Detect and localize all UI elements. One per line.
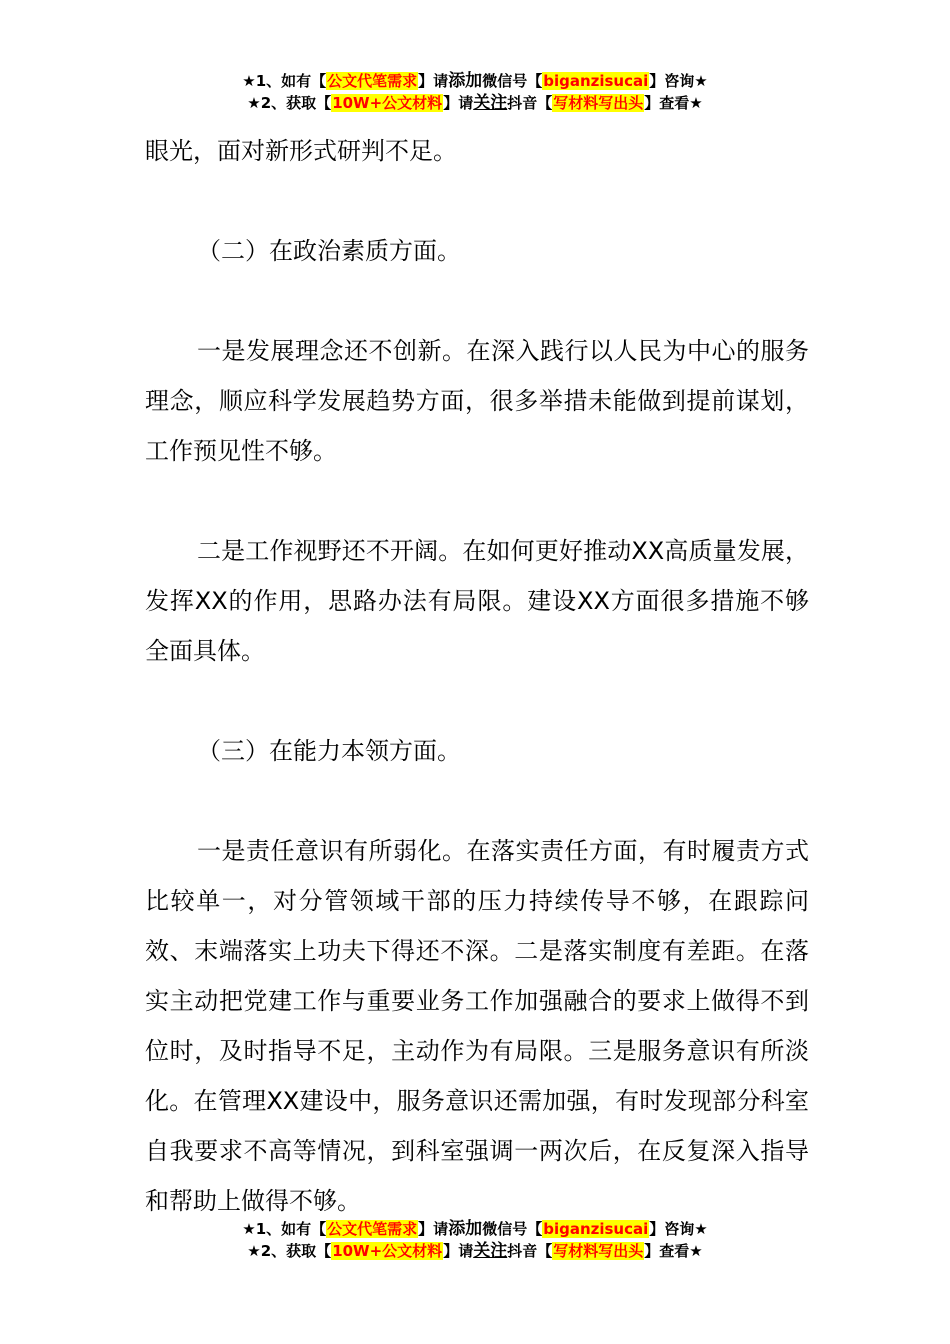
promo-text: 】请 (418, 1220, 449, 1238)
promo-text: ★1、如有【 (242, 72, 327, 90)
promo-highlight: 10W+公文材料 (332, 94, 443, 112)
promo-highlight: 写材料写出头 (553, 94, 644, 112)
promo-line-1 (0, 70, 950, 92)
paragraph-continued: 眼光，面对新形式研判不足。 (145, 137, 457, 165)
section-heading: （三）在能力本领方面。 (197, 737, 461, 765)
promo-text: ★1、如有【 (242, 1220, 327, 1238)
promo-text: 】查看★ (644, 1242, 703, 1260)
promo-text: 微信号【 (482, 72, 543, 90)
promo-highlight: 公文代笔需求 (327, 1220, 418, 1238)
promo-emphasis: 添加 (448, 1219, 483, 1239)
promo-highlight: biganzisucai (543, 72, 649, 90)
promo-text: 抖音【 (507, 1242, 553, 1260)
paragraph: 一是发展理念还不创新。在深入践行以人民为中心的服务理念，顺应科学发展趋势方面，很多举措未能做到提前谋划，工作预见性不够。 (145, 337, 809, 465)
promo-highlight: biganzisucai (543, 1220, 649, 1238)
promo-text: 】请 (443, 1242, 474, 1260)
promo-line-1 (0, 1218, 950, 1240)
promo-text: 微信号【 (482, 1220, 543, 1238)
promo-text: ★2、获取【 (247, 1242, 332, 1260)
promo-emphasis: 关注 (473, 1241, 508, 1261)
promo-text: 】查看★ (644, 94, 703, 112)
promo-line-2 (0, 1240, 950, 1262)
promo-text: ★2、获取【 (247, 94, 332, 112)
promo-text: 】咨询★ (649, 72, 708, 90)
promo-highlight: 写材料写出头 (553, 1242, 644, 1260)
promo-line-2 (0, 92, 950, 114)
promo-text: 】请 (443, 94, 474, 112)
promo-highlight: 公文代笔需求 (327, 72, 418, 90)
paragraph: 一是责任意识有所弱化。在落实责任方面，有时履责方式比较单一，对分管领域干部的压力持续传导不够，在跟踪问效、末端落实上功夫下得还不深。二是落实制度有差距。在落实主动把党建工作与重要业务工作加强融合的要求上做得不到位时，及时指导不足，主动作为有局限。三是服务意识有所淡化。在管理XX建设中，服务意识还需加强，有时发现部分科室自我要求不高等情况，到科室强调一两次后，在反复深入指导和帮助上做得不够。 (145, 837, 809, 1215)
paragraph: 二是工作视野还不开阔。在如何更好推动XX高质量发展，发挥XX的作用，思路办法有局限。建设XX方面很多措施不够全面具体。 (145, 537, 809, 665)
promo-text: 】请 (418, 72, 449, 90)
promo-emphasis: 添加 (448, 71, 483, 91)
promo-banner-bottom (0, 1218, 950, 1262)
section-heading: （二）在政治素质方面。 (197, 237, 461, 265)
promo-banner-top (0, 70, 950, 114)
promo-highlight: 10W+公文材料 (332, 1242, 443, 1260)
promo-text: 】咨询★ (649, 1220, 708, 1238)
promo-text: 抖音【 (507, 94, 553, 112)
promo-emphasis: 关注 (473, 93, 508, 113)
document-body (145, 126, 809, 1226)
